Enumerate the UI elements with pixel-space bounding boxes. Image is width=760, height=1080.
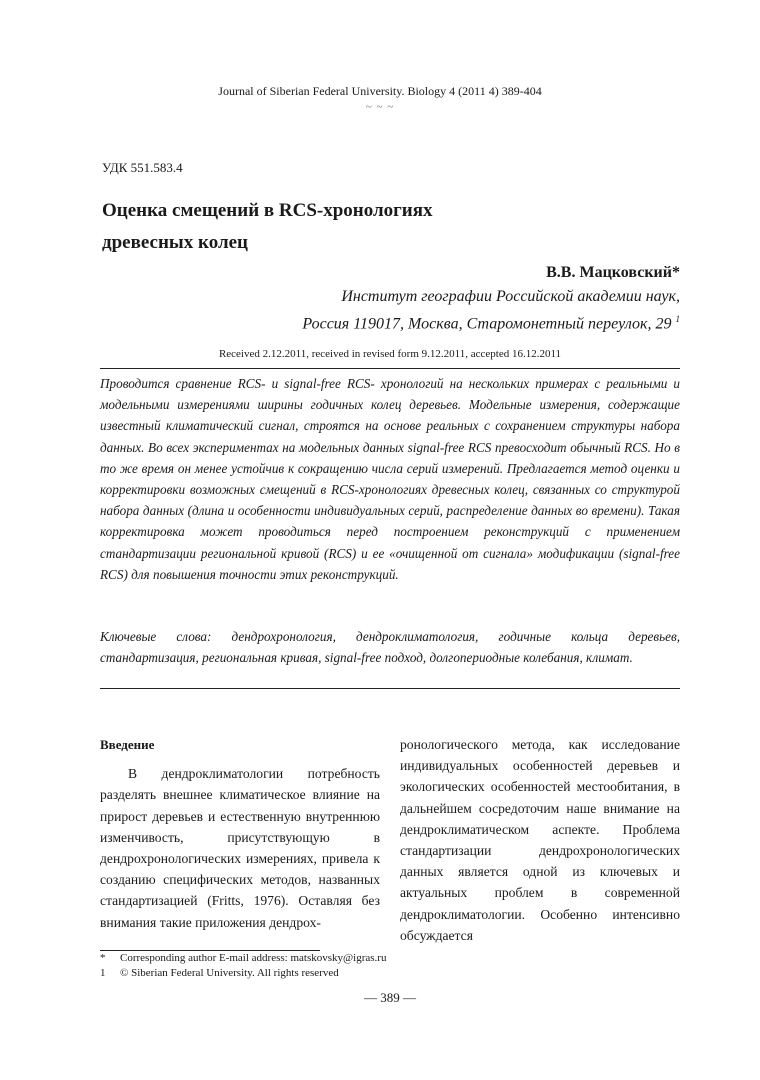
- intro-right-column: [400, 734, 680, 946]
- received-dates: Received 2.12.2011, received in revised form 9.12.2011, accepted 16.12.2011: [218, 348, 562, 360]
- footnote-2: [100, 967, 339, 979]
- intro-paragraph-right: ронологического метода, как исследование индивидуальных особенностей деревьев и экологических особенностей местообитания, в дальнейшем сосредоточим наше внимание на дендроклиматическом аспекте. Проблема стандартизации дендрохронологических данных является одной из ключевых и актуальных проблем в современной дендроклиматологии. Особенно интенсивно обсуждается: [400, 737, 680, 943]
- author-name: В.В. Мацковский*: [546, 264, 680, 281]
- keywords: Ключевые слова: дендрохронология, дендроклиматология, годичные кольца деревьев, стандартизация, региональная кривая, signal-free подход, долгопериодные колебания, климат.: [100, 629, 680, 666]
- page-number: — 389 —: [364, 990, 416, 1005]
- affiliation-address: Россия 119017, Москва, Старомонетный переулок, 29: [302, 315, 672, 333]
- section-heading: Введение: [100, 737, 155, 752]
- footnote-1: [100, 952, 386, 964]
- affiliation-line-1: Институт географии Российской академии наук,: [341, 288, 680, 305]
- footnote-text: Corresponding author E-mail address: matskovsky@igras.ru: [120, 952, 387, 964]
- article-title: [102, 195, 622, 259]
- intro-paragraph-left: В дендроклиматологии потребность разделять внешнее климатическое влияние на прирост деревьев и естественную внутреннюю изменчивость, присутствующую в дендрохронологических измерениях, привела к созданию специфических методов, названных стандартизацией (Fritts, 1976). Оставляя без внимания такие приложения дендрох-: [100, 766, 380, 930]
- affiliation: [302, 286, 680, 335]
- title-line-2: древесных колец: [102, 232, 248, 253]
- footnote-mark: 1: [100, 967, 106, 979]
- abstract-top-rule: [100, 368, 680, 369]
- affiliation-footnote-mark: 1: [675, 314, 680, 324]
- abstract: Проводится сравнение RCS- и signal-free RCS- хронологий на нескольких примерах с реальными и модельными измерениями ширины годичных колец деревьев. Модельные измерения, содержащие известный климатический сигнал, строятся на основе реальных с сохранением структуры набора данных. Во всех экспериментах на модельных данных signal-free RCS превосходит обычный RCS. Но в то же время он менее устойчив к сокращению числа серий измерений. Предлагается метод оценки и корректировки возможных смещений в RCS-хронологиях древесных колец, связанных со структурой набора данных (длина и особенности индивидуальных серий, распределение данных во времени). Такая корректировка может проводиться перед построением реконструкций с применением стандартизации региональной кривой (RCS) и ее «очищенной от сигнала» модификации (signal-free RCS) для повышения точности этих реконструкций.: [100, 376, 680, 582]
- intro-left-column: [100, 734, 380, 933]
- udk-code: УДК 551.583.4: [102, 160, 183, 175]
- footnote-mark: *: [100, 952, 106, 964]
- footnote-rule: [100, 950, 320, 951]
- header-ornament: ~ ~ ~: [365, 101, 395, 113]
- title-line-1: Оценка смещений в RCS-хронологиях: [102, 200, 433, 221]
- journal-header: Journal of Siberian Federal University. Biology 4 (2011 4) 389-404: [218, 84, 542, 98]
- affiliation-line-2: [302, 308, 680, 335]
- footnote-text: © Siberian Federal University. All rights reserved: [120, 967, 339, 979]
- abstract-bottom-rule: [100, 688, 680, 689]
